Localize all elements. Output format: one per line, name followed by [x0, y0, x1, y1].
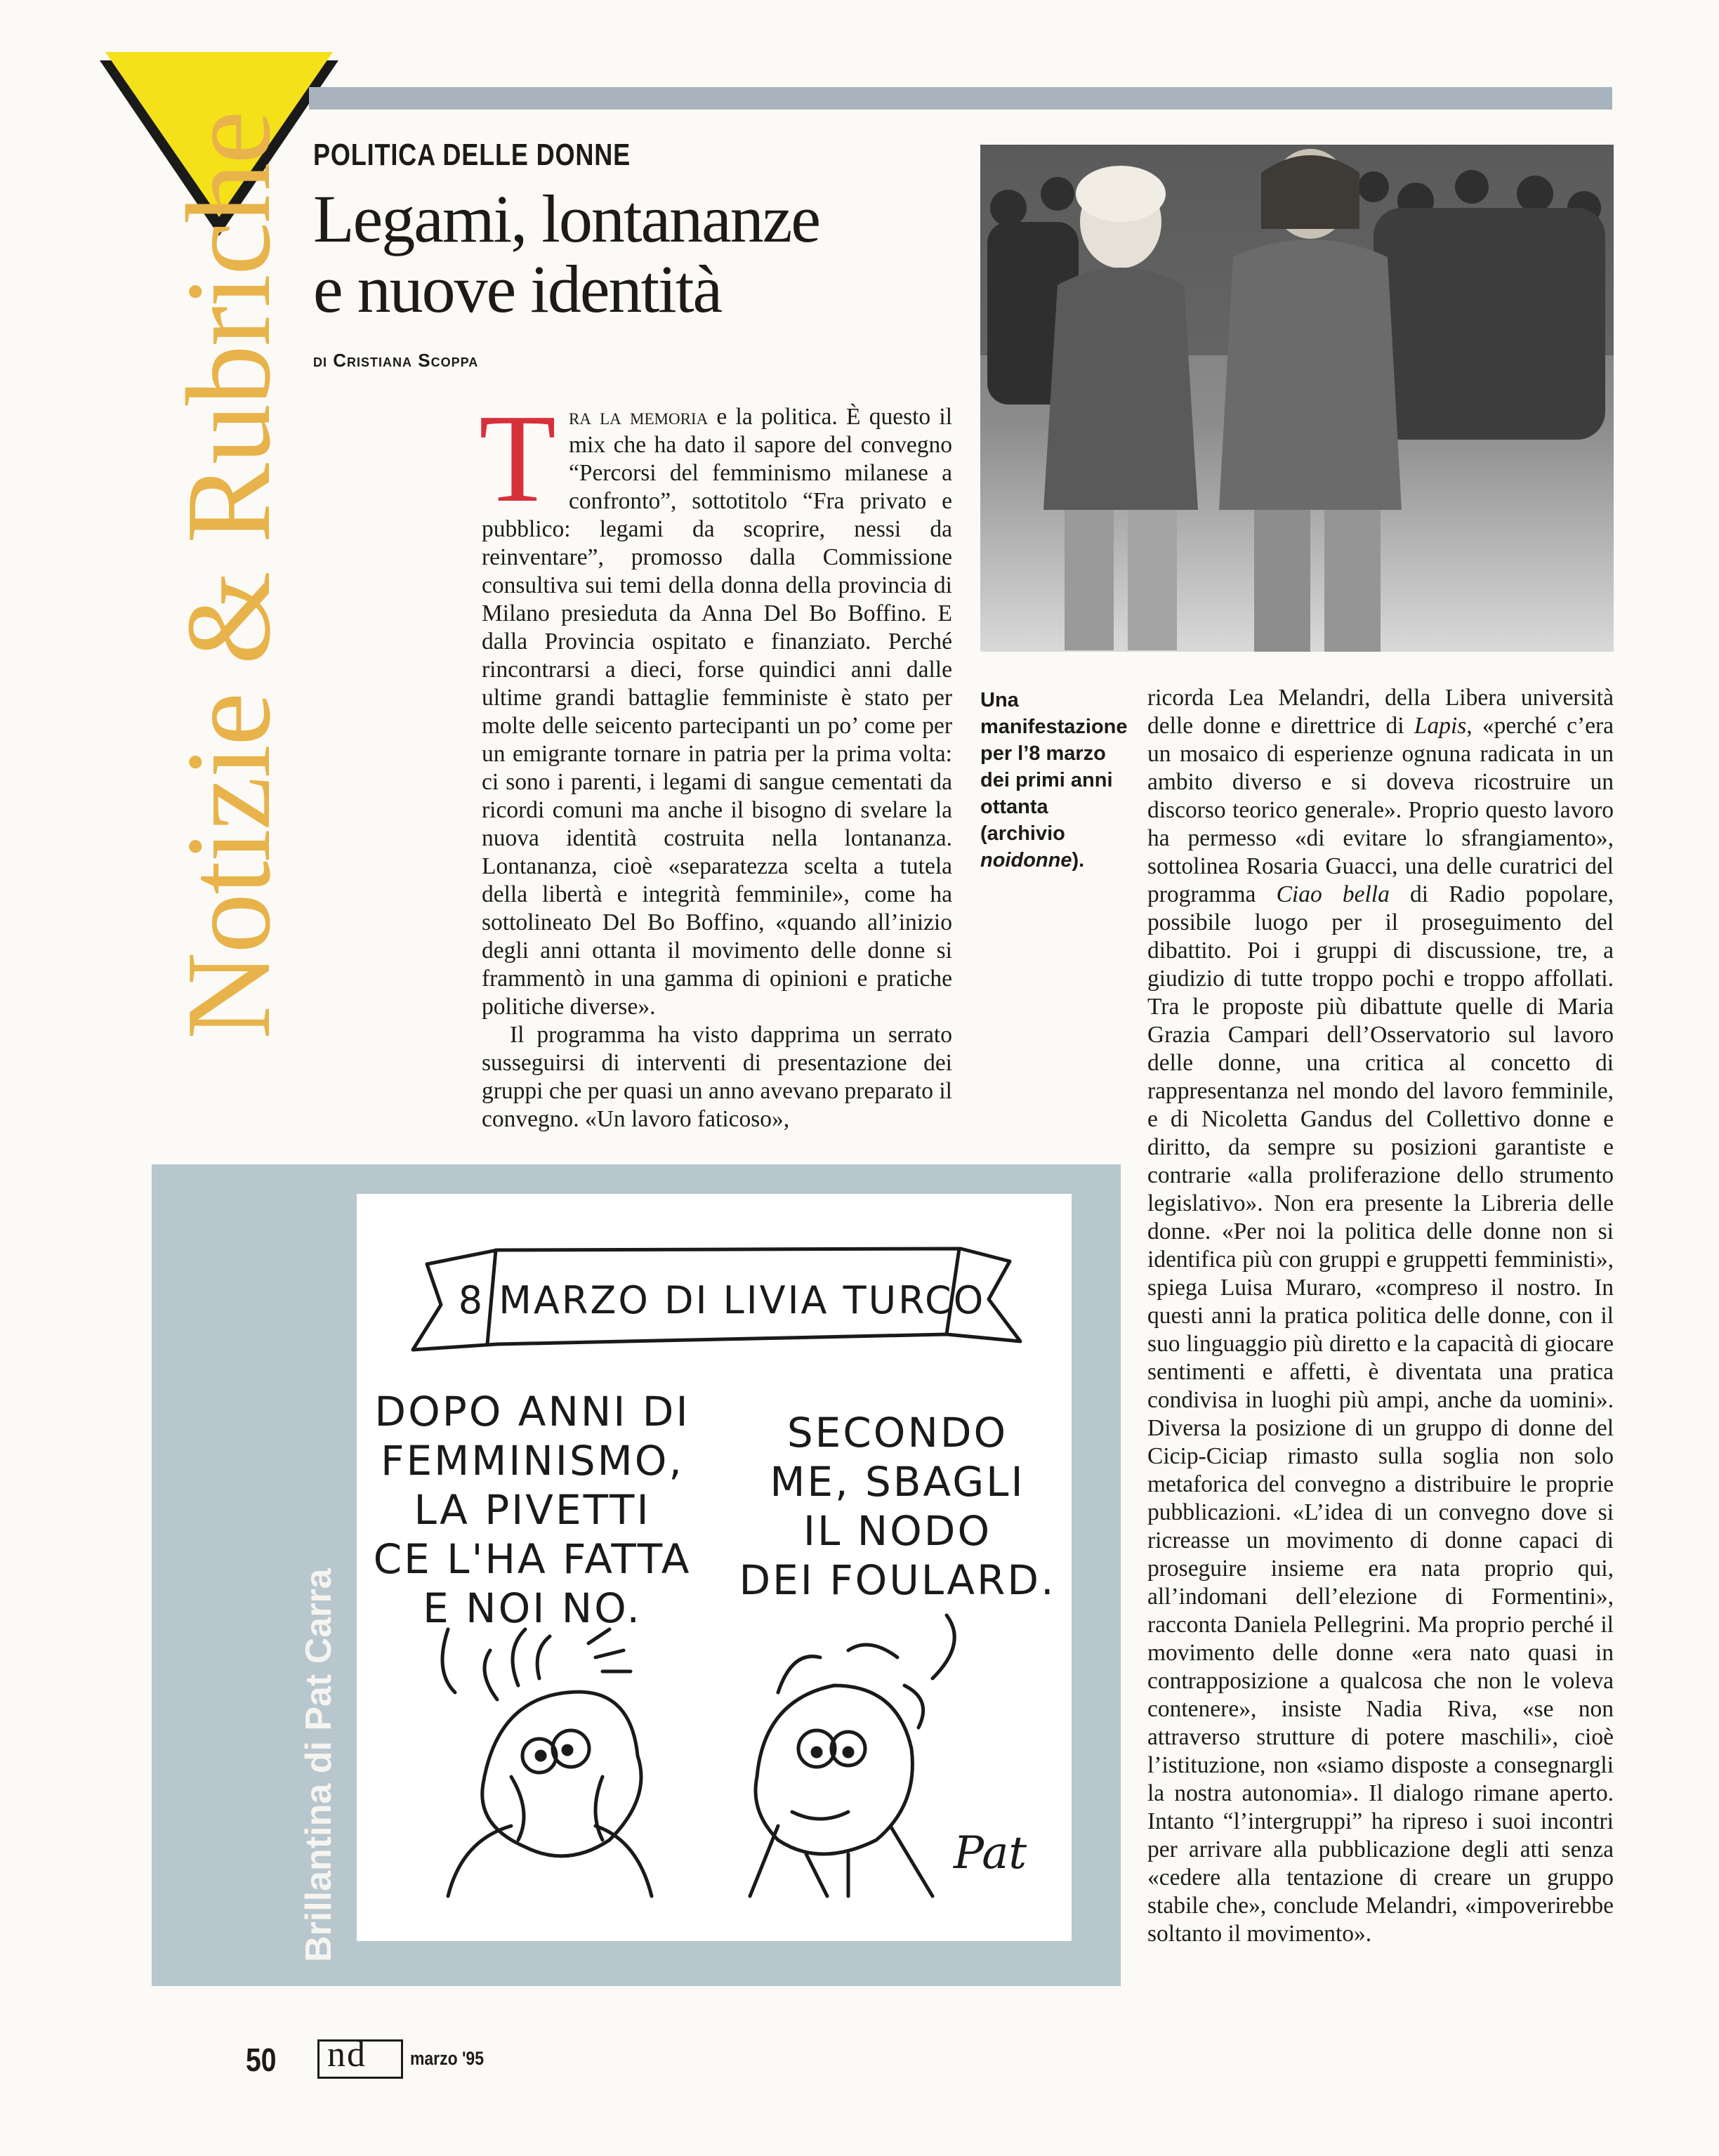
speech-right-line: ME, SBAGLI: [770, 1458, 1025, 1506]
speech-right-line: DEI FOULARD.: [739, 1556, 1056, 1604]
section-title: Notizie & Rubriche: [162, 112, 296, 1039]
article-headline: [313, 181, 945, 327]
cartoon-banner-text: 8 MARZO DI LIVIA TURCO: [458, 1278, 986, 1322]
article-column-left: [479, 388, 953, 1133]
magazine-logo-text: nd: [327, 2035, 367, 2075]
paragraph-1: e la politica. È questo il mix che ha dato il sapore del convegno “Percorsi del femminismo milanese a confronto”, sottotitolo “Fra privato e pubblico: legami da scoprire, nessi da reinventare”, promosso dalla Commissione consultiva sui temi della donna della provincia di Milano presieduta da Anna Del Bo Boffino. E dalla Provincia ospitato e finanziato. Perché rincontrarsi a dieci, forse quindici anni dalle ultime grandi battaglie femministe è stato per molte delle seicento partecipanti un po’ come per un emigrante tornare in patria per la prima volta: ci sono i parenti, i legami di sangue cementati da ricordi comuni ma anche il bisogno di svelare la nuova identità costruita nella lontananza. Lontananza, cioè «separatezza scelta a tutela della libertà e integrità femminile», come ha sottolineato Del Bo Boffino, «quando all’inizio degli anni ottanta il movimento delle donne si frammentò in una gamma di opinioni e pratiche politiche diverse».: [482, 404, 953, 1020]
header-rule: [309, 87, 1612, 110]
speech-right-line: IL NODO: [803, 1507, 992, 1555]
demonstration-photo: [980, 145, 1614, 652]
speech-left-line: CE L'HA FATTA: [373, 1535, 692, 1583]
speech-left-line: FEMMINISMO,: [381, 1437, 684, 1485]
program-title: Ciao bella: [1276, 881, 1390, 907]
cartoon-credit: Brillantina di Pat Carra: [298, 1568, 339, 1962]
cartoon-frame: [357, 1194, 1072, 1941]
article-paragraph: [1147, 684, 1614, 1948]
byline: [313, 350, 478, 372]
page-number: 50: [246, 2042, 277, 2078]
drop-cap: T: [479, 388, 556, 528]
paragraph-3a: ricorda Lea Melandri, della Libera università delle donne e direttrice di: [1147, 685, 1614, 739]
speech-left-line: DOPO ANNI DI: [374, 1388, 690, 1435]
speech-left-line: LA PIVETTI: [414, 1486, 651, 1534]
caption-source: noidonne: [980, 849, 1072, 872]
photo-caption: [980, 687, 1128, 874]
paragraph-3c: di Radio popolare, possibile luogo per il proseguimento del dibattito. Poi i gruppi di discussione, tre, a giudizio di tutte troppo pochi e troppo affollati. Tra le proposte più dibattute quelle di Maria Grazia Campari dell’Osservatorio sul lavoro delle donne, una critica al concetto di rappresentanza nel mondo del lavoro femminile, e di Nicoletta Gandus del Collettivo donne e diritto, da sempre su posizioni garantiste e contrarie «alla proliferazione dello strumento legislativo». Non era presente la Libreria delle donne. «Per noi la politica delle donne non si identifica più con gruppi e gruppetti femministi», spiega Luisa Muraro, «compreso il nostro. In questi anni la pratica politica delle donne, con il suo linguaggio più diretto e la capacità di giocare sentimenti e affetti, è diventata una pratica condivisa in luoghi più ampi, anche da uomini». Diversa la posizione di un gruppo di donne del Cicip-Ciciap rimasto sulla soglia non solo metaforica del convegno a distribuire le proprie pubblicazioni. «L’idea di un convegno dove si ricreasse un movimento di donne capaci di proseguire insieme era nata proprio qui, all’indomani dell’elezione di Formentini», racconta Daniela Pellegrini. Ma proprio perché il movimento delle donne «era nato quasi in contrapposizione a qualcosa che non le voleva contenere», insiste Nadia Riva, «se non attraverso strutture di potere maschili», cioè l’istituzione, non «siamo disposte a consegnargli la nostra autonomia». Il dialogo rimane aperto. Intanto “l’intergruppi” ha ripreso i suoi incontri per arrivare alla pubblicazione degli atti senza «cedere alla tentazione di creare un gruppo stabile che», conclude Melandri, «impoverirebbe soltanto il movimento».: [1147, 881, 1614, 1947]
lead-in: ra la memoria: [568, 404, 709, 430]
caption-end: ).: [1072, 849, 1085, 872]
issue-date: marzo '95: [410, 2048, 484, 2069]
speech-left-line: E NOI NO.: [423, 1584, 642, 1632]
cartoon-signature: Pat: [954, 1827, 1027, 1879]
magazine-title: Lapis: [1414, 713, 1467, 739]
article-kicker: POLITICA DELLE DONNE: [313, 138, 631, 172]
paragraph-3b: , «perché c’era un mosaico di esperienze ognuna radicata in un ambito diverso e si doveva ricostruire un discorso teorico generale». Proprio questo lavoro ha permesso «di evitare lo sfrangiamento», sottolinea Rosaria Guacci, una delle curatrici del programma: [1147, 713, 1614, 907]
article-column-right: [1147, 684, 1614, 1948]
article-paragraph: [479, 388, 953, 1021]
byline-text: di Cristiana Scoppa: [313, 350, 479, 371]
speech-right-line: SECONDO: [786, 1409, 1008, 1457]
headline-line-2: e nuove identità: [313, 251, 722, 327]
caption-text: Una manifestazione per l’8 marzo dei primi anni ottanta (archivio: [980, 689, 1128, 845]
paragraph-2: Il programma ha visto dapprima un serrato susseguirsi di interventi di presentazione dei gruppi che per quasi un anno avevano preparato il convegno. «Un lavoro faticoso»,: [482, 1022, 952, 1132]
cartoon-drawing: [357, 1194, 1072, 1941]
headline-line-1: Legami, lontananze: [313, 181, 819, 256]
